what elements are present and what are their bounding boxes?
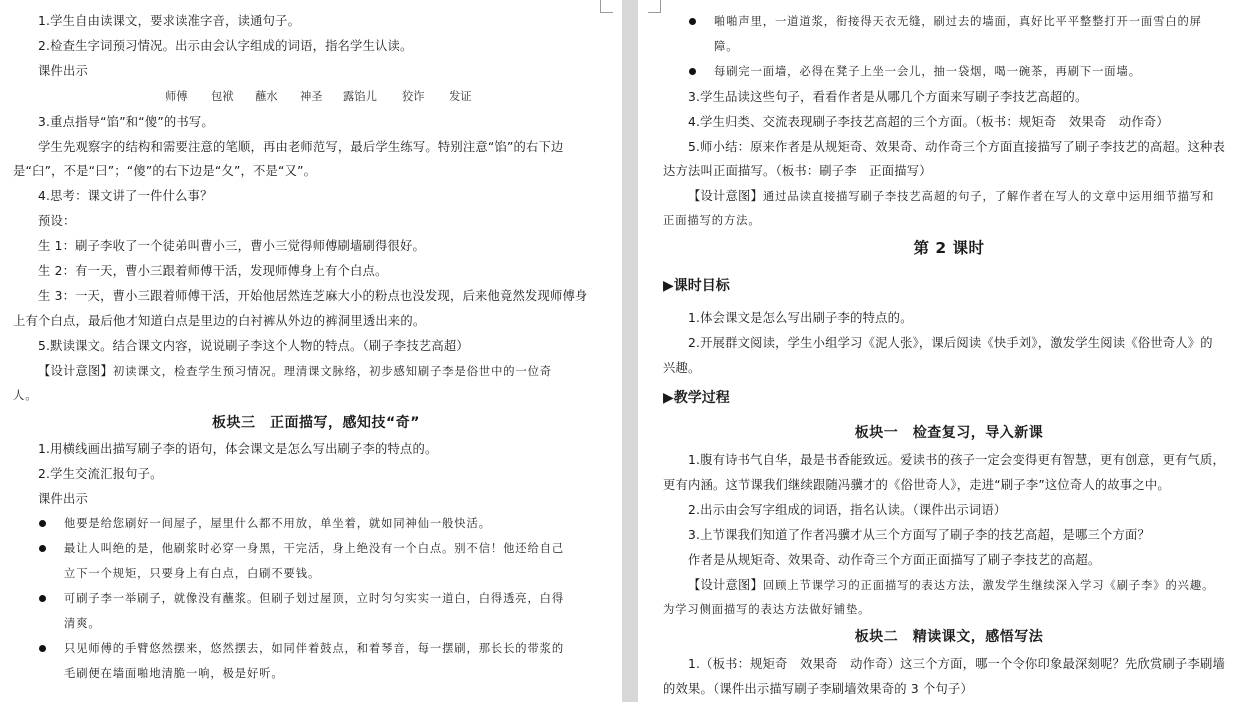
paragraph: 5.默读课文。结合课文内容，说说刷子李这个人物的特点。（刷子李技艺高超） — [38, 339, 469, 353]
paragraph: 学生先观察字的结构和需要注意的笔顺，再由老师范写，最后学生练写。特别注意“馅”的右下边 — [38, 140, 564, 154]
design-intent-text: 回顾上节课学习的正面描写的表达方法，激发学生继续深入学习《刷子李》的兴趣。 — [762, 579, 1215, 592]
paragraph: 1.（板书：规矩奇 效果奇 动作奇）这三个方面，哪一个令你印象最深刻呢？先欣赏刷子李刷墙 — [688, 657, 1226, 671]
design-intent-tag: 【设计意图】 — [688, 189, 763, 203]
paragraph: 是“臼”，不是“曰”；“傻”的右下边是“夂”，不是“又”。 — [13, 164, 317, 178]
paragraph: 课件出示 — [38, 64, 88, 78]
paragraph: 预设： — [38, 214, 76, 228]
section-title: ▶课时目标 — [663, 278, 730, 294]
paragraph: 1.学生自由读课文，要求读准字音，读通句子。 — [38, 14, 301, 28]
vocab-word: 包袱 — [211, 90, 234, 103]
paragraph: 4.思考：课文讲了一件什么事？ — [38, 189, 213, 203]
quote-sentence: 清爽。 — [64, 617, 101, 630]
section-heading: 板块三 正面描写，感知技“奇” — [212, 415, 420, 431]
paragraph: 3.上节课我们知道了作者冯骥才从三个方面写了刷子李的技艺高超，是哪三个方面？ — [688, 528, 1151, 542]
paragraph: 2.学生交流汇报句子。 — [38, 467, 163, 481]
design-intent-text: 正面描写的方法。 — [663, 214, 761, 227]
paragraph: 达方法叫正面描写。（板书：刷子李 正面描写） — [663, 164, 932, 178]
design-intent-tag: 【设计意图】 — [688, 578, 763, 592]
paragraph: 2.开展群文阅读，学生小组学习《泥人张》，课后阅读《快手刘》，激发学生阅读《俗世奇人》的 — [688, 336, 1213, 350]
paragraph: 兴趣。 — [663, 361, 701, 375]
quote-sentence: 每刷完一面墙，必得在凳子上坐一会儿，抽一袋烟，喝一碗茶，再刷下一面墙。 — [714, 65, 1141, 78]
right-page — [638, 0, 1260, 702]
vocab-word: 蘸水 — [255, 90, 278, 103]
paragraph: 2.出示由会写字组成的词语，指名认读。（课件出示词语） — [688, 503, 1007, 517]
vocab-word: 师傅 — [165, 90, 188, 103]
crop-mark-top-left — [648, 0, 661, 13]
paragraph: 更有内涵。这节课我们继续跟随冯骥才的《俗世奇人》，走进“刷子李”这位奇人的故事之中。 — [663, 478, 1170, 492]
design-intent-text: 人。 — [13, 389, 38, 402]
paragraph: 作者是从规矩奇、效果奇、动作奇三个方面正面描写了刷子李技艺的高超。 — [688, 553, 1101, 567]
design-intent-text: 初读课文，检查学生预习情况。理清课文脉络，初步感知刷子李是俗世中的一位奇 — [112, 365, 553, 378]
vocab-word: 神圣 — [300, 90, 323, 103]
section-heading: 板块一 检查复习，导入新课 — [854, 425, 1044, 441]
crop-mark-top-right — [600, 0, 613, 13]
quote-sentence: 只见师傅的手臂悠然摆来，悠然摆去，如同伴着鼓点，和着琴音，每一摆刷，那长长的带浆的 — [64, 642, 565, 655]
paragraph: 的效果。（课件出示描写刷子李刷墙效果奇的 3 个句子） — [663, 682, 974, 696]
quote-sentence: 毛刷便在墙面啪地清脆一响，极是好听。 — [64, 667, 284, 680]
quote-sentence: 最让人叫绝的是，他刷浆时必穿一身黑，干完活，身上绝没有一个白点。别不信！他还给自己 — [64, 542, 565, 555]
paragraph: 3.学生品读这些句子，看看作者是从哪几个方面来写刷子李技艺高超的。 — [688, 90, 1088, 104]
paragraph: 生 3：一天，曹小三跟着师傅干活，开始他居然连芝麻大小的粉点也没发现，后来他竟然发现师傅身 — [38, 289, 588, 303]
left-page — [0, 0, 622, 702]
paragraph: 2.检查生字词预习情况。出示由会认字组成的词语，指名学生认读。 — [38, 39, 413, 53]
quote-sentence: 立下一个规矩，只要身上有白点，白刷不要钱。 — [64, 567, 321, 580]
paragraph: 课件出示 — [38, 492, 88, 506]
lesson-title: 第 2 课时 — [913, 239, 985, 257]
page-gutter — [622, 0, 638, 702]
section-heading: 板块二 精读课文，感悟写法 — [854, 629, 1044, 645]
design-intent — [638, 188, 1260, 205]
paragraph: 1.用横线画出描写刷子李的语句，体会课文是怎么写出刷子李的特点的。 — [38, 442, 438, 456]
paragraph: 1.腹有诗书气自华，最是书香能致远。爱读书的孩子一定会变得更有智慧，更有创意，更有气质， — [688, 453, 1226, 467]
quote-sentence: 啪啪声里，一道道浆，衔接得天衣无缝，刷过去的墙面，真好比平平整整打开一面雪白的屏 — [714, 15, 1202, 28]
design-intent — [638, 577, 1260, 594]
paragraph: 上有个白点，最后他才知道白点是里边的白衬裤从外边的裤洞里透出来的。 — [13, 314, 426, 328]
design-intent — [0, 363, 622, 380]
paragraph: 生 1：刷子李收了一个徒弟叫曹小三，曹小三觉得师傅刷墙刷得很好。 — [38, 239, 426, 253]
design-intent-text: 为学习侧面描写的表达方法做好铺垫。 — [663, 603, 871, 616]
section-title: ▶教学过程 — [663, 390, 730, 406]
paragraph: 5.师小结：原来作者是从规矩奇、效果奇、动作奇三个方面直接描写了刷子李技艺的高超。这种表 — [688, 140, 1226, 154]
vocab-word: 发证 — [449, 90, 472, 103]
paragraph: 3.重点指导“馅”和“傻”的书写。 — [38, 115, 214, 129]
quote-sentence: 他要是给您刷好一间屋子，屋里什么都不用放，单坐着，就如同神仙一般快活。 — [64, 517, 491, 530]
quote-sentence: 障。 — [714, 40, 739, 53]
paragraph: 4.学生归类、交流表现刷子李技艺高超的三个方面。（板书：规矩奇 效果奇 动作奇） — [688, 115, 1169, 129]
vocab-word: 露馅儿 — [343, 90, 377, 103]
paragraph: 生 2：有一天，曹小三跟着师傅干活，发现师傅身上有个白点。 — [38, 264, 388, 278]
quote-sentence: 可刷子李一举刷子，就像没有蘸浆。但刷子划过屋顶，立时匀匀实实一道白，白得透亮，白得 — [64, 592, 565, 605]
paragraph: 1.体会课文是怎么写出刷子李的特点的。 — [688, 311, 913, 325]
design-intent-text: 通过品读直接描写刷子李技艺高超的句子，了解作者在写人的文章中运用细节描写和 — [762, 190, 1215, 203]
design-intent-tag: 【设计意图】 — [38, 364, 113, 378]
vocab-word: 狡诈 — [402, 90, 425, 103]
